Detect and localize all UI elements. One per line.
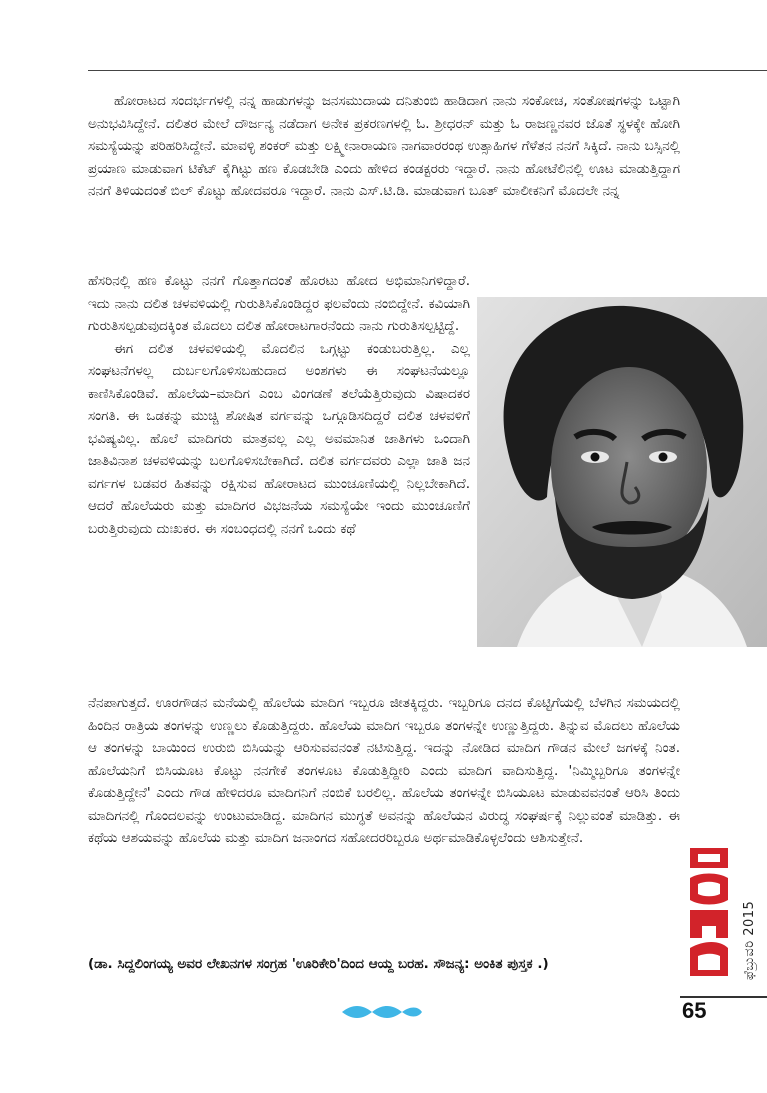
page-number: 65 [682, 998, 707, 1023]
article-paragraph-story [88, 692, 680, 850]
magazine-logo [680, 838, 738, 984]
source-credit: (ಡಾ. ಸಿದ್ದಲಿಂಗಯ್ಯ ಅವರ ಲೇಖನಗಳ ಸಂಗ್ರಹ 'ಊರಿಕೇರಿ'ದಿಂದ ಆಯ್ದ ಬರಹ. ಸೌಜನ್ಯ: ಅಂಕಿತ ಪುಸ್ತಕ .) [88, 956, 549, 972]
logo-mark [684, 840, 734, 982]
author-portrait-photo [477, 297, 767, 647]
paragraph-dalit-movement: ಈಗ ದಲಿತ ಚಳವಳಿಯಲ್ಲಿ ಮೊದಲಿನ ಒಗ್ಗಟ್ಟು ಕಂಡುಬರುತ್ತಿಲ್ಲ. ಎಲ್ಲ ಸಂಘಟನೆಗಳಲ್ಲ ದುರ್ಬಲಗೊಳಿಸಬಹುದಾದ ಅಂಶಗಳು ಈ ಸಂಘಟನೆಯಲ್ಲೂ ಕಾಣಿಸಿಕೊಂಡಿವೆ. ಹೊಲೆಯ–ಮಾದಿಗ ಎಂಬ ವಿಂಗಡಣೆ ತಲೆಯೆತ್ತಿರುವುದು ವಿಷಾದಕರ ಸಂಗತಿ. ಈ ಒಡಕನ್ನು ಮುಚ್ಚಿ ಶೋಷಿತ ವರ್ಗವನ್ನು ಒಗ್ಗೂಡಿಸದಿದ್ದರೆ ದಲಿತ ಚಳವಳಿಗೆ ಭವಿಷ್ಯವಿಲ್ಲ. ಹೊಲೆ ಮಾದಿಗರು ಮಾತ್ರವಲ್ಲ ಎಲ್ಲ ಅವಮಾನಿತ ಜಾತಿಗಳು ಒಂದಾಗಿ ಜಾತಿವಿನಾಶ ಚಳವಳಿಯನ್ನು ಬಲಗೊಳಿಸಬೇಕಾಗಿದೆ. ದಲಿತ ವರ್ಗದವರು ಎಲ್ಲಾ ಜಾತಿ ಜನ ವರ್ಗಗಳ ಬಡವರ ಹಿತವನ್ನು ರಕ್ಷಿಸುವ ಹೋರಾಟದ ಮುಂಚೂಣಿಯಲ್ಲಿ ನಿಲ್ಲಬೇಕಾಗಿದೆ. ಆದರೆ ಹೊಲೆಯರು ಮತ್ತು ಮಾದಿಗರ ವಿಭಜನೆಯ ಸಮಸ್ಯೆಯೇ ಇಂದು ಮುಂಚೂಣಿಗೆ ಬರುತ್ತಿರುವುದು ದುಃಖಕರ. ಈ ಸಂಬಂಧದಲ್ಲಿ ನನಗೆ ಒಂದು ಕಥೆ [88, 340, 470, 537]
wave-ornament [340, 1004, 424, 1020]
portrait-image [477, 297, 767, 647]
magazine-logo-text: ಮಯೂರ [709, 984, 713, 985]
issue-date: ಫೆಬ್ರುವರಿ 2015 [742, 900, 757, 980]
paragraph-story: ನೆನಪಾಗುತ್ತದೆ. ಊರಗೌಡನ ಮನೆಯಲ್ಲಿ ಹೊಲೆಯ ಮಾದಿಗ ಇಬ್ಬರೂ ಜೀತಕ್ಕಿದ್ದರು. ಇಬ್ಬರಿಗೂ ದನದ ಕೊಟ್ಟಿಗೆಯಲ್ಲಿ ಬೆಳಗಿನ ಸಮಯದಲ್ಲಿ ಹಿಂದಿನ ರಾತ್ರಿಯ ತಂಗಳನ್ನು ಉಣ್ಣಲು ಕೊಡುತ್ತಿದ್ದರು. ಹೊಲೆಯ ಮಾದಿಗ ಇಬ್ಬರೂ ತಂಗಳನ್ನೇ ಉಣ್ಣುತ್ತಿದ್ದರು. ತಿನ್ನುವ ಮೊದಲು ಹೊಲೆಯ ಆ ತಂಗಳನ್ನು ಬಾಯಿಂದ ಉರುಬಿ ಬಿಸಿಯನ್ನು ಆರಿಸುವವನಂತೆ ನಟಿಸುತ್ತಿದ್ದ. ಇದನ್ನು ನೋಡಿದ ಮಾದಿಗ ಗೌಡನ ಮೇಲೆ ಜಗಳಕ್ಕೆ ನಿಂತ. ಹೊಲೆಯನಿಗೆ ಬಿಸಿಯೂಟ ಕೊಟ್ಟು ನನಗೇಕೆ ತಂಗಳೂಟ ಕೊಡುತ್ತಿದ್ದೀರಿ ಎಂದು ಮಾದಿಗ ವಾದಿಸುತ್ತಿದ್ದ. 'ನಿಮ್ಮಿಬ್ಬರಿಗೂ ತಂಗಳನ್ನೇ ಕೊಡುತ್ತಿದ್ದೇನೆ' ಎಂದು ಗೌಡ ಹೇಳಿದರೂ ಮಾದಿಗನಿಗೆ ನಂಬಿಕೆ ಬರಲಿಲ್ಲ. ಹೊಲೆಯ ತಂಗಳನ್ನೇ ಬಿಸಿಯೂಟ ಮಾಡುವವನಂತೆ ಆರಿಸಿ ತಿಂದು ಮಾದಿಗನಲ್ಲಿ ಗೊಂದಲವನ್ನು ಉಂಟುಮಾಡಿದ್ದ. ಮಾದಿಗನ ಮುಗ್ಧತೆ ಅವನನ್ನು ಹೊಲೆಯನ ವಿರುದ್ಧ ಸಂಘರ್ಷಕ್ಕೆ ನಿಲ್ಲುವಂತೆ ಮಾಡಿತ್ತು. ಈ ಕಥೆಯ ಆಶಯವನ್ನು ಹೊಲೆಯ ಮತ್ತು ಮಾದಿಗ ಜನಾಂಗದ ಸಹೋದರರಿಬ್ಬರೂ ಅರ್ಥಮಾಡಿಕೊಳ್ಳಲೆಂದು ಆಶಿಸುತ್ತೇನೆ. [88, 695, 680, 846]
article-paragraph-intro [88, 90, 680, 203]
article-column-beside-photo [88, 270, 470, 540]
paragraph-admirers: ಹೆಸರಿನಲ್ಲಿ ಹಣ ಕೊಟ್ಟು ನನಗೆ ಗೊತ್ತಾಗದಂತೆ ಹೊರಟು ಹೋದ ಅಭಿಮಾನಿಗಳಿದ್ದಾರೆ. ಇದು ನಾನು ದಲಿತ ಚಳವಳಿಯಲ್ಲಿ ಗುರುತಿಸಿಕೊಂಡಿದ್ದರ ಫಲವೆಂದು ನಂಬಿದ್ದೇನೆ. ಕವಿಯಾಗಿ ಗುರುತಿಸಲ್ಪಡುವುದಕ್ಕಿಂತ ಮೊದಲು ದಲಿತ ಹೋರಾಟಗಾರನೆಂದು ನಾನು ಗುರುತಿಸಲ್ಪಟ್ಟಿದ್ದೆ. [88, 273, 470, 334]
top-rule [88, 70, 767, 71]
paragraph-struggle-memories: ಹೋರಾಟದ ಸಂದರ್ಭಗಳಲ್ಲಿ ನನ್ನ ಹಾಡುಗಳನ್ನು ಜನಸಮುದಾಯ ದನಿತುಂಬಿ ಹಾಡಿದಾಗ ನಾನು ಸಂಕೋಚ, ಸಂತೋಷಗಳನ್ನು ಒಟ್ಟಾಗಿ ಅನುಭವಿಸಿದ್ದೇನೆ. ದಲಿತರ ಮೇಲೆ ದೌರ್ಜನ್ಯ ನಡೆದಾಗ ಅನೇಕ ಪ್ರಕರಣಗಳಲ್ಲಿ ಓ. ಶ್ರೀಧರನ್ ಮತ್ತು ಓ ರಾಜಣ್ಣನವರ ಜೊತೆ ಸ್ಥಳಕ್ಕೇ ಹೋಗಿ ಸಮಸ್ಯೆಯನ್ನು ಪರಿಹರಿಸಿದ್ದೇನೆ. ಮಾವಳ್ಳಿ ಶಂಕರ್ ಮತ್ತು ಲಕ್ಷ್ಮೀನಾರಾಯಣ ನಾಗವಾರರಂಥ ಉತ್ಸಾಹಿಗಳ ಗೆಳೆತನ ನನಗೆ ಸಿಕ್ಕಿದೆ. ನಾನು ಬಸ್ಸಿನಲ್ಲಿ ಪ್ರಯಾಣ ಮಾಡುವಾಗ ಟಿಕೆಟ್ ಕೈಗಿಟ್ಟು ಹಣ ಕೊಡಬೇಡಿ ಎಂದು ಹೇಳಿದ ಕಂಡಕ್ಟರರು ಇದ್ದಾರೆ. ನಾನು ಹೋಟೆಲಿನಲ್ಲಿ ಊಟ ಮಾಡುತ್ತಿದ್ದಾಗ ನನಗೆ ತಿಳಿಯದಂತೆ ಬಿಲ್ ಕೊಟ್ಟು ಹೋದವರೂ ಇದ್ದಾರೆ. ನಾನು ಎಸ್.ಟಿ.ಡಿ. ಮಾಡುವಾಗ ಬೂತ್ ಮಾಲೀಕನಿಗೆ ಮೊದಲೇ ನನ್ನ [88, 93, 680, 199]
